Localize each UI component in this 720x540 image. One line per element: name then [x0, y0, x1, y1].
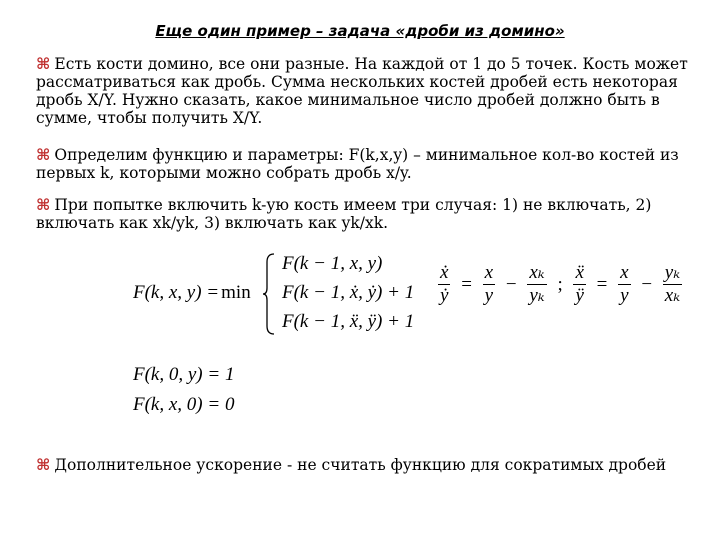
fraction-denominator: y	[484, 285, 494, 306]
bullet-dominoes-description	[36, 55, 700, 127]
min-operator: min	[221, 282, 251, 303]
fraction-numerator: x	[620, 262, 629, 283]
minus-sign: −	[505, 273, 517, 295]
recurrence-case-direct	[282, 282, 414, 304]
left-brace-icon	[262, 252, 276, 336]
bullet-marker-icon: ⌘	[36, 145, 51, 164]
fraction-x-y	[618, 262, 630, 307]
fraction-numerator: ẍ	[575, 262, 584, 283]
fraction-x-y	[483, 262, 495, 307]
fraction-denominator: ÿ	[575, 285, 584, 306]
fraction-yk-xk	[663, 262, 682, 307]
base-case-text: F(k, 0, y) = 1	[133, 364, 235, 385]
recurrence-case-skip	[282, 253, 382, 275]
fraction-numerator: x	[484, 262, 494, 283]
base-case-zero-x	[133, 364, 234, 386]
fraction-xdot-ydot	[438, 262, 450, 307]
fraction-denominator: y	[620, 285, 629, 306]
base-case-text: F(k, x, 0) = 0	[133, 394, 235, 415]
ratio-definitions	[436, 262, 684, 307]
fraction-xddot-yddot	[573, 262, 585, 307]
base-case-zero-y	[133, 394, 234, 416]
equals-sign: =	[596, 273, 608, 295]
bullet-text: Дополнительное ускорение - не считать функцию для сократимых дробей	[54, 456, 667, 474]
recurrence-lhs	[133, 282, 251, 304]
recurrence-lhs-text: F(k, x, y) =	[133, 282, 220, 303]
fraction-denominator: xₖ	[664, 285, 681, 306]
case-direct-text: F(k − 1, ẋ, ẏ) + 1	[282, 282, 415, 303]
fraction-numerator: yₖ	[664, 262, 681, 283]
fraction-numerator: xₖ	[529, 262, 545, 283]
bullet-marker-icon: ⌘	[36, 54, 51, 73]
bullet-text: Определим функцию и параметры: F(k,x,y) – минимальное кол-во костей из первых k, которыми можно собрать дробь x/y.	[36, 146, 679, 182]
fraction-numerator: ẋ	[440, 262, 449, 283]
case-flipped-text: F(k − 1, ẍ, ÿ) + 1	[282, 311, 415, 332]
bullet-three-cases	[36, 196, 700, 232]
recurrence-case-flipped	[282, 311, 414, 333]
bullet-marker-icon: ⌘	[36, 455, 51, 474]
minus-sign: −	[641, 273, 653, 295]
fraction-denominator: ẏ	[440, 285, 449, 306]
case-skip-text: F(k − 1, x, y)	[282, 253, 383, 274]
separator: ;	[557, 273, 563, 295]
bullet-speedup	[36, 456, 700, 474]
equals-sign: =	[461, 273, 472, 295]
fraction-denominator: yₖ	[529, 285, 545, 306]
fraction-xk-yk	[527, 262, 546, 307]
bullet-text: Есть кости домино, все они разные. На каждой от 1 до 5 точек. Кость может рассматриваться как дробь. Сумма нескольких костей дробей есть некоторая дробь X/Y. Нужно сказать, какое минимальное число дробей должно быть в сумме, чтобы получить X/Y.	[36, 55, 688, 127]
bullet-text: При попытке включить k-ую кость имеем три случая: 1) не включать, 2) включать как xk/yk, 3) включать как yk/xk.	[36, 196, 652, 232]
bullet-marker-icon: ⌘	[36, 195, 51, 214]
slide-title: Еще один пример – задача «дроби из домино»	[155, 22, 565, 40]
bullet-function-definition	[36, 146, 700, 182]
